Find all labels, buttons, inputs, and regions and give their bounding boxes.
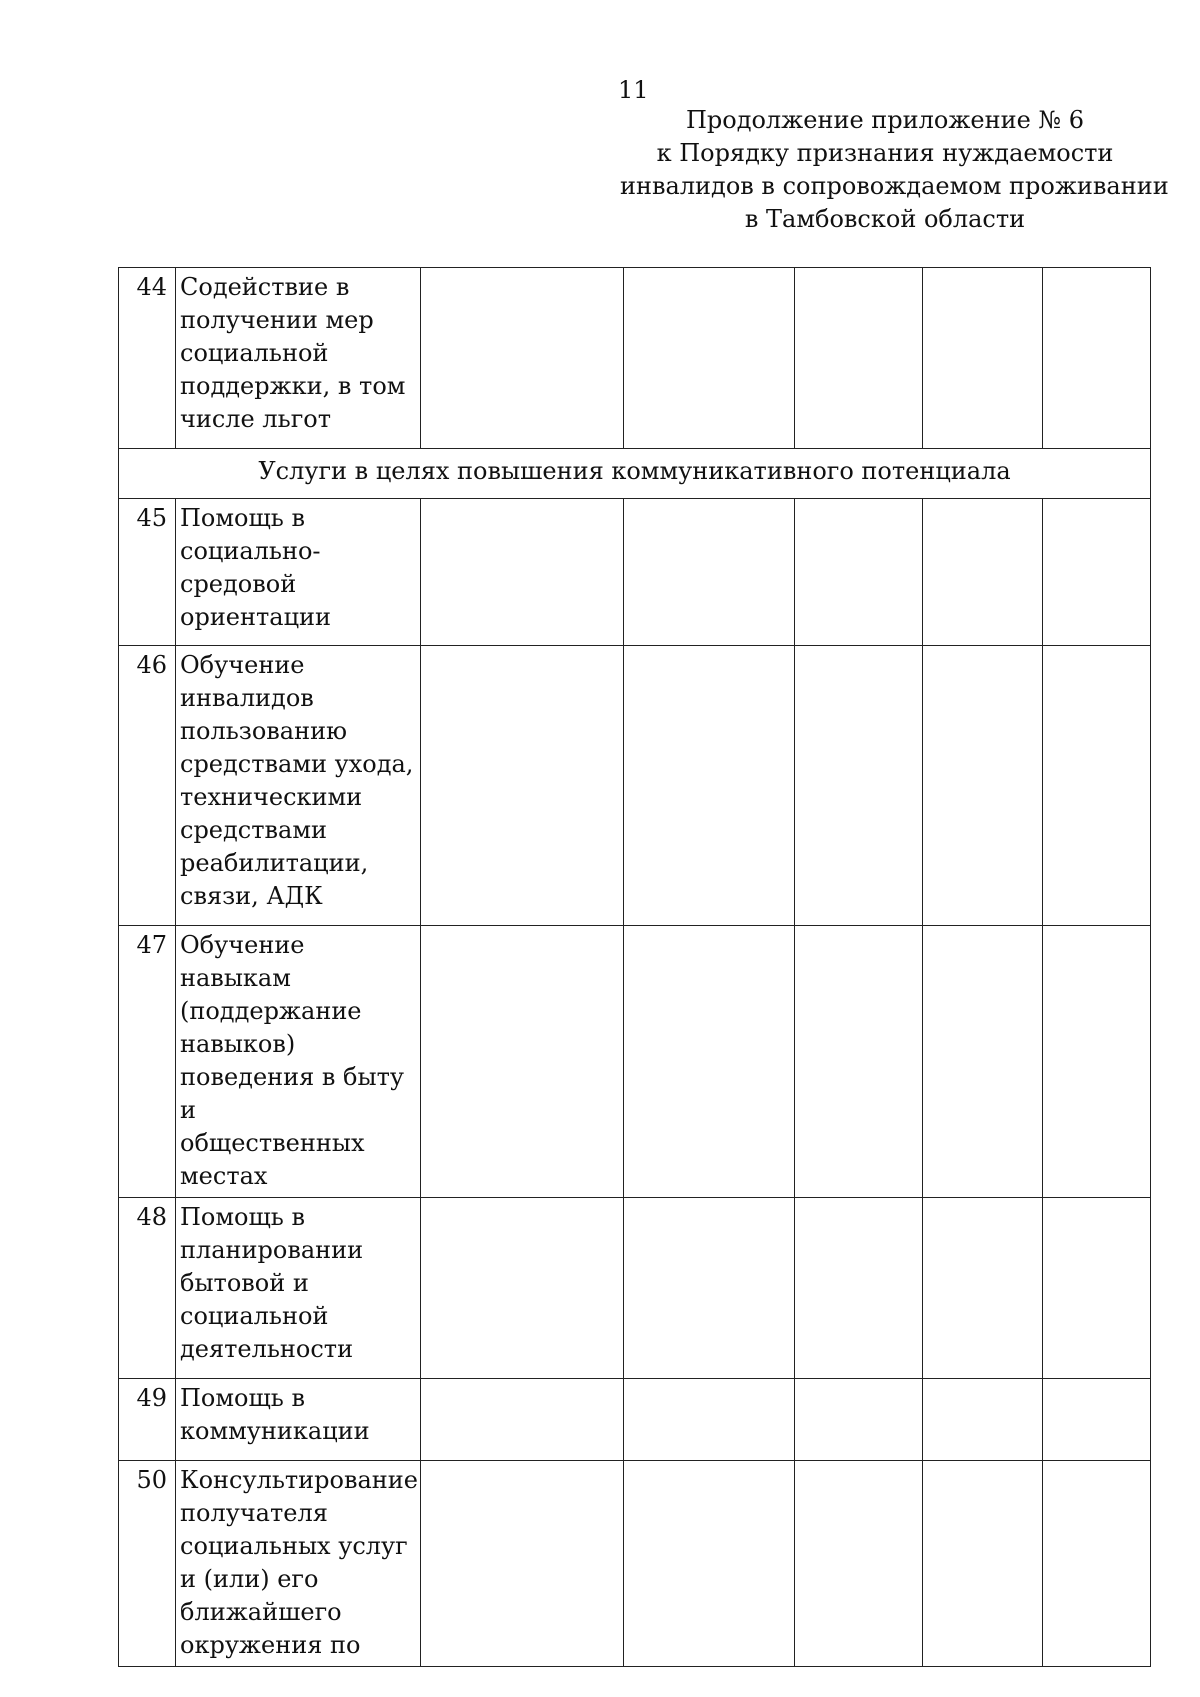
- empty-cell: [923, 926, 1043, 1198]
- service-name: [176, 268, 421, 449]
- empty-cell: [1043, 499, 1151, 646]
- table-row: [119, 1461, 1151, 1667]
- table-row: [119, 499, 1151, 646]
- empty-cell: [624, 1379, 795, 1461]
- empty-cell: [624, 646, 795, 926]
- row-number: 45: [119, 499, 176, 646]
- service-name-line: связи, АДК: [180, 882, 323, 910]
- service-name-line: общественных: [180, 1129, 365, 1157]
- empty-cell: [923, 1379, 1043, 1461]
- row-number: 46: [119, 646, 176, 926]
- table-row: [119, 1379, 1151, 1461]
- service-name-line: социально-: [180, 537, 321, 565]
- service-name-line: поведения в быту и: [180, 1063, 404, 1124]
- row-number: 47: [119, 926, 176, 1198]
- services-table: [118, 267, 1151, 1667]
- service-name-line: поддержки, в том: [180, 372, 406, 400]
- empty-cell: [421, 646, 624, 926]
- empty-cell: [1043, 268, 1151, 449]
- service-name-line: получателя: [180, 1499, 328, 1527]
- service-name-line: средовой: [180, 570, 297, 598]
- service-name-line: планировании: [180, 1236, 364, 1264]
- empty-cell: [795, 1198, 923, 1379]
- table-row: [119, 1198, 1151, 1379]
- empty-cell: [624, 1198, 795, 1379]
- empty-cell: [624, 926, 795, 1198]
- header-line: Продолжение приложение № 6: [685, 106, 1085, 134]
- empty-cell: [624, 499, 795, 646]
- empty-cell: [421, 1198, 624, 1379]
- table-row: [119, 646, 1151, 926]
- empty-cell: [1043, 1379, 1151, 1461]
- empty-cell: [795, 1379, 923, 1461]
- page-number: 11: [618, 76, 649, 104]
- empty-cell: [795, 1461, 923, 1667]
- section-row: [119, 449, 1151, 499]
- service-name-line: Содействие в: [180, 273, 350, 301]
- service-name-line: ближайшего: [180, 1598, 342, 1626]
- service-name-line: и (или) его: [180, 1565, 319, 1593]
- service-name: [176, 1461, 421, 1667]
- service-name-line: Помощь в: [180, 1203, 306, 1231]
- empty-cell: [795, 926, 923, 1198]
- row-number: 50: [119, 1461, 176, 1667]
- service-name-line: коммуникации: [180, 1417, 370, 1445]
- empty-cell: [421, 268, 624, 449]
- row-number: 48: [119, 1198, 176, 1379]
- service-name-line: числе льгот: [180, 405, 331, 433]
- empty-cell: [624, 1461, 795, 1667]
- service-name: [176, 926, 421, 1198]
- row-number: 49: [119, 1379, 176, 1461]
- empty-cell: [923, 1461, 1043, 1667]
- service-name-line: социальной: [180, 339, 329, 367]
- empty-cell: [421, 1461, 624, 1667]
- service-name-line: навыков): [180, 1030, 296, 1058]
- empty-cell: [795, 268, 923, 449]
- service-name: [176, 1379, 421, 1461]
- empty-cell: [923, 1198, 1043, 1379]
- table-row: [119, 926, 1151, 1198]
- empty-cell: [1043, 646, 1151, 926]
- service-name-line: пользованию: [180, 717, 348, 745]
- header-line: в Тамбовской области: [744, 205, 1026, 233]
- service-name-line: техническими: [180, 783, 363, 811]
- service-name-line: окружения по: [180, 1631, 361, 1659]
- service-name-line: Помощь в: [180, 504, 306, 532]
- service-name-line: реабилитации,: [180, 849, 369, 877]
- empty-cell: [923, 646, 1043, 926]
- empty-cell: [795, 646, 923, 926]
- empty-cell: [923, 268, 1043, 449]
- empty-cell: [923, 499, 1043, 646]
- empty-cell: [421, 499, 624, 646]
- service-name-line: средствами ухода,: [180, 750, 414, 778]
- service-name-line: социальной: [180, 1302, 329, 1330]
- header-line: инвалидов в сопровождаемом проживании: [620, 172, 1169, 200]
- service-name: [176, 499, 421, 646]
- service-name-line: местах: [180, 1162, 268, 1190]
- empty-cell: [421, 1379, 624, 1461]
- service-name-line: Обучение навыкам: [180, 931, 305, 992]
- service-name-line: инвалидов: [180, 684, 314, 712]
- appendix-header: [620, 104, 1169, 236]
- empty-cell: [1043, 1198, 1151, 1379]
- empty-cell: [1043, 926, 1151, 1198]
- empty-cell: [795, 499, 923, 646]
- service-name: [176, 1198, 421, 1379]
- service-name-line: деятельности: [180, 1335, 354, 1363]
- empty-cell: [421, 926, 624, 1198]
- service-name-line: бытовой и: [180, 1269, 309, 1297]
- service-name-line: Консультирование: [180, 1466, 418, 1494]
- service-name-line: получении мер: [180, 306, 374, 334]
- empty-cell: [1043, 1461, 1151, 1667]
- table-row: [119, 268, 1151, 449]
- service-name-line: ориентации: [180, 603, 332, 631]
- service-name-line: средствами: [180, 816, 327, 844]
- empty-cell: [624, 268, 795, 449]
- row-number: 44: [119, 268, 176, 449]
- section-heading: Услуги в целях повышения коммуникативного потенциала: [119, 449, 1151, 499]
- service-name-line: Обучение: [180, 651, 305, 679]
- service-name: [176, 646, 421, 926]
- service-name-line: Помощь в: [180, 1384, 306, 1412]
- service-name-line: социальных услуг: [180, 1532, 408, 1560]
- service-name-line: (поддержание: [180, 997, 362, 1025]
- header-line: к Порядку признания нуждаемости: [656, 139, 1114, 167]
